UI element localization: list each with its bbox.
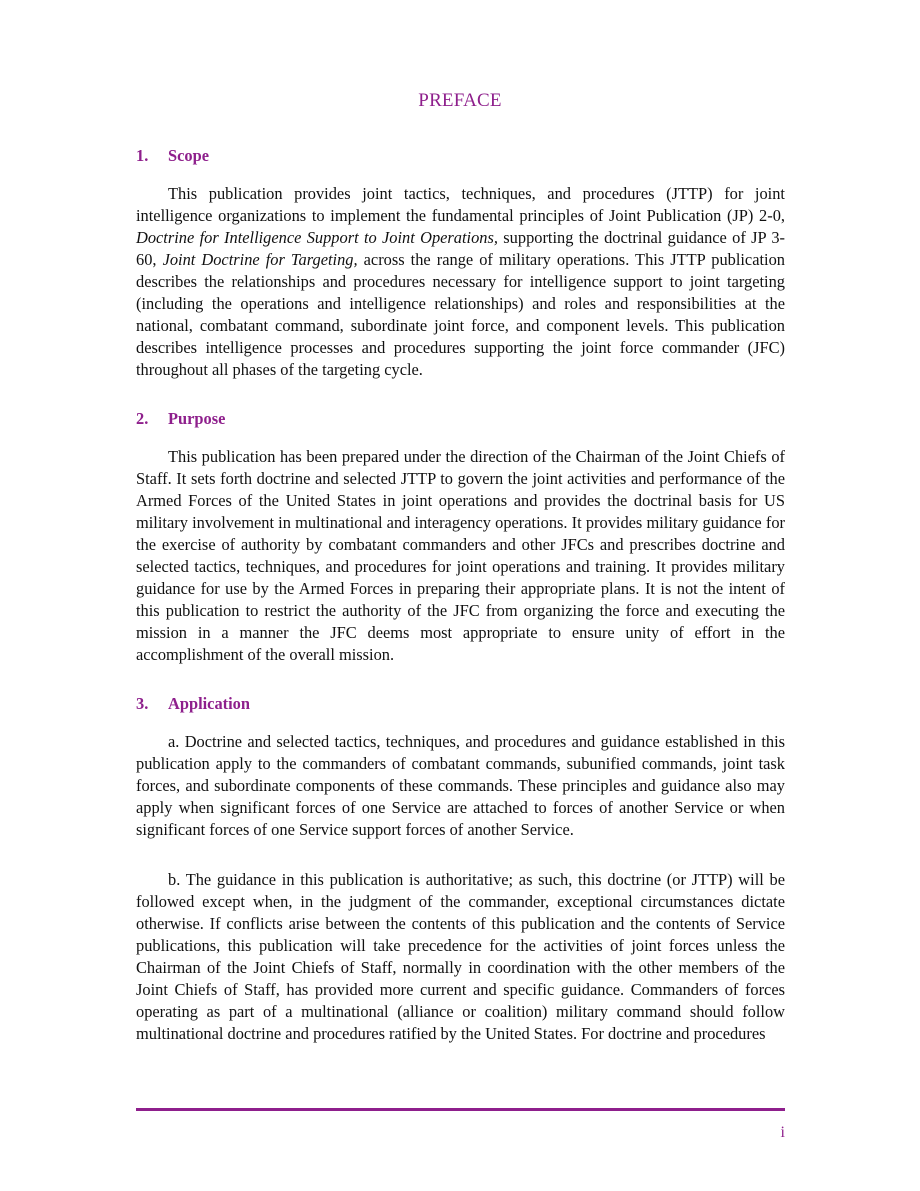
section-heading-purpose xyxy=(136,409,785,429)
text-run: supporting the doctrinal guidance of JP 3-60, xyxy=(136,228,785,269)
document-body xyxy=(136,146,785,1065)
section-heading-application xyxy=(136,694,785,714)
section-heading-scope xyxy=(136,146,785,166)
text-run: across the range of military operations. This JTTP publication describes the relationships and procedures necessary for intelligence support to joint targeting (including the operations and intelligence relationships) and roles and responsibilities at the national, combatant command, subordinate joint force, and component levels. This publication describes intelligence processes and procedures supporting the joint force commander (JFC) throughout all phases of the targeting cycle. xyxy=(136,250,785,379)
footer-rule xyxy=(136,1108,785,1111)
page-number: i xyxy=(780,1124,785,1141)
section-title: Application xyxy=(168,694,250,713)
scope-paragraph xyxy=(136,183,785,381)
section-number: 2. xyxy=(136,409,149,428)
publication-title-jp-2-0: Doctrine for Intelligence Support to Joint Operations, xyxy=(136,228,498,247)
publication-title-jp-3-60: Joint Doctrine for Targeting, xyxy=(162,250,358,269)
section-title: Purpose xyxy=(168,409,226,428)
section-number: 1. xyxy=(136,146,149,165)
text-run: This publication provides joint tactics, techniques, and procedures (JTTP) for joint intelligence organizations to implement the fundamental principles of Joint Publication (JP) 2-0, xyxy=(136,184,785,225)
purpose-paragraph: This publication has been prepared under the direction of the Chairman of the Joint Chiefs of Staff. It sets forth doctrine and selected JTTP to govern the joint activities and performance of the Armed Forces of the United States in joint operations and provides the doctrinal basis for US military involvement in multinational and interagency operations. It provides military guidance for the exercise of authority by combatant commanders and other JFCs and prescribes doctrine and selected tactics, techniques, and procedures for joint operations and training. It provides military guidance for use by the Armed Forces in preparing their appropriate plans. It is not the intent of this publication to restrict the authority of the JFC from organizing the force and executing the mission in a manner the JFC deems most appropriate to ensure unity of effort in the accomplishment of the overall mission. xyxy=(136,447,785,664)
application-paragraph-a: a. Doctrine and selected tactics, techniques, and procedures and guidance established in this publication apply to the commanders of combatant commands, subunified commands, joint task forces, and subordinate components of these commands. These principles and guidance also may apply when significant forces of one Service are attached to forces of another Service or when significant forces of one Service support forces of another Service. xyxy=(136,732,785,839)
section-number: 3. xyxy=(136,694,149,713)
page-title: PREFACE xyxy=(418,90,502,111)
section-title: Scope xyxy=(168,146,209,165)
application-paragraph-b: b. The guidance in this publication is authoritative; as such, this doctrine (or JTTP) will be followed except when, in the judgment of the commander, exceptional circumstances dictate otherwise. If conflicts arise between the contents of this publication and the contents of Service publications, this publication will take precedence for the activities of joint forces unless the Chairman of the Joint Chiefs of Staff, normally in coordination with the other members of the Joint Chiefs of Staff, has provided more current and specific guidance. Commanders of forces operating as part of a multinational (alliance or coalition) military command should follow multinational doctrine and procedures ratified by the United States. For doctrine and procedures xyxy=(136,870,785,1043)
